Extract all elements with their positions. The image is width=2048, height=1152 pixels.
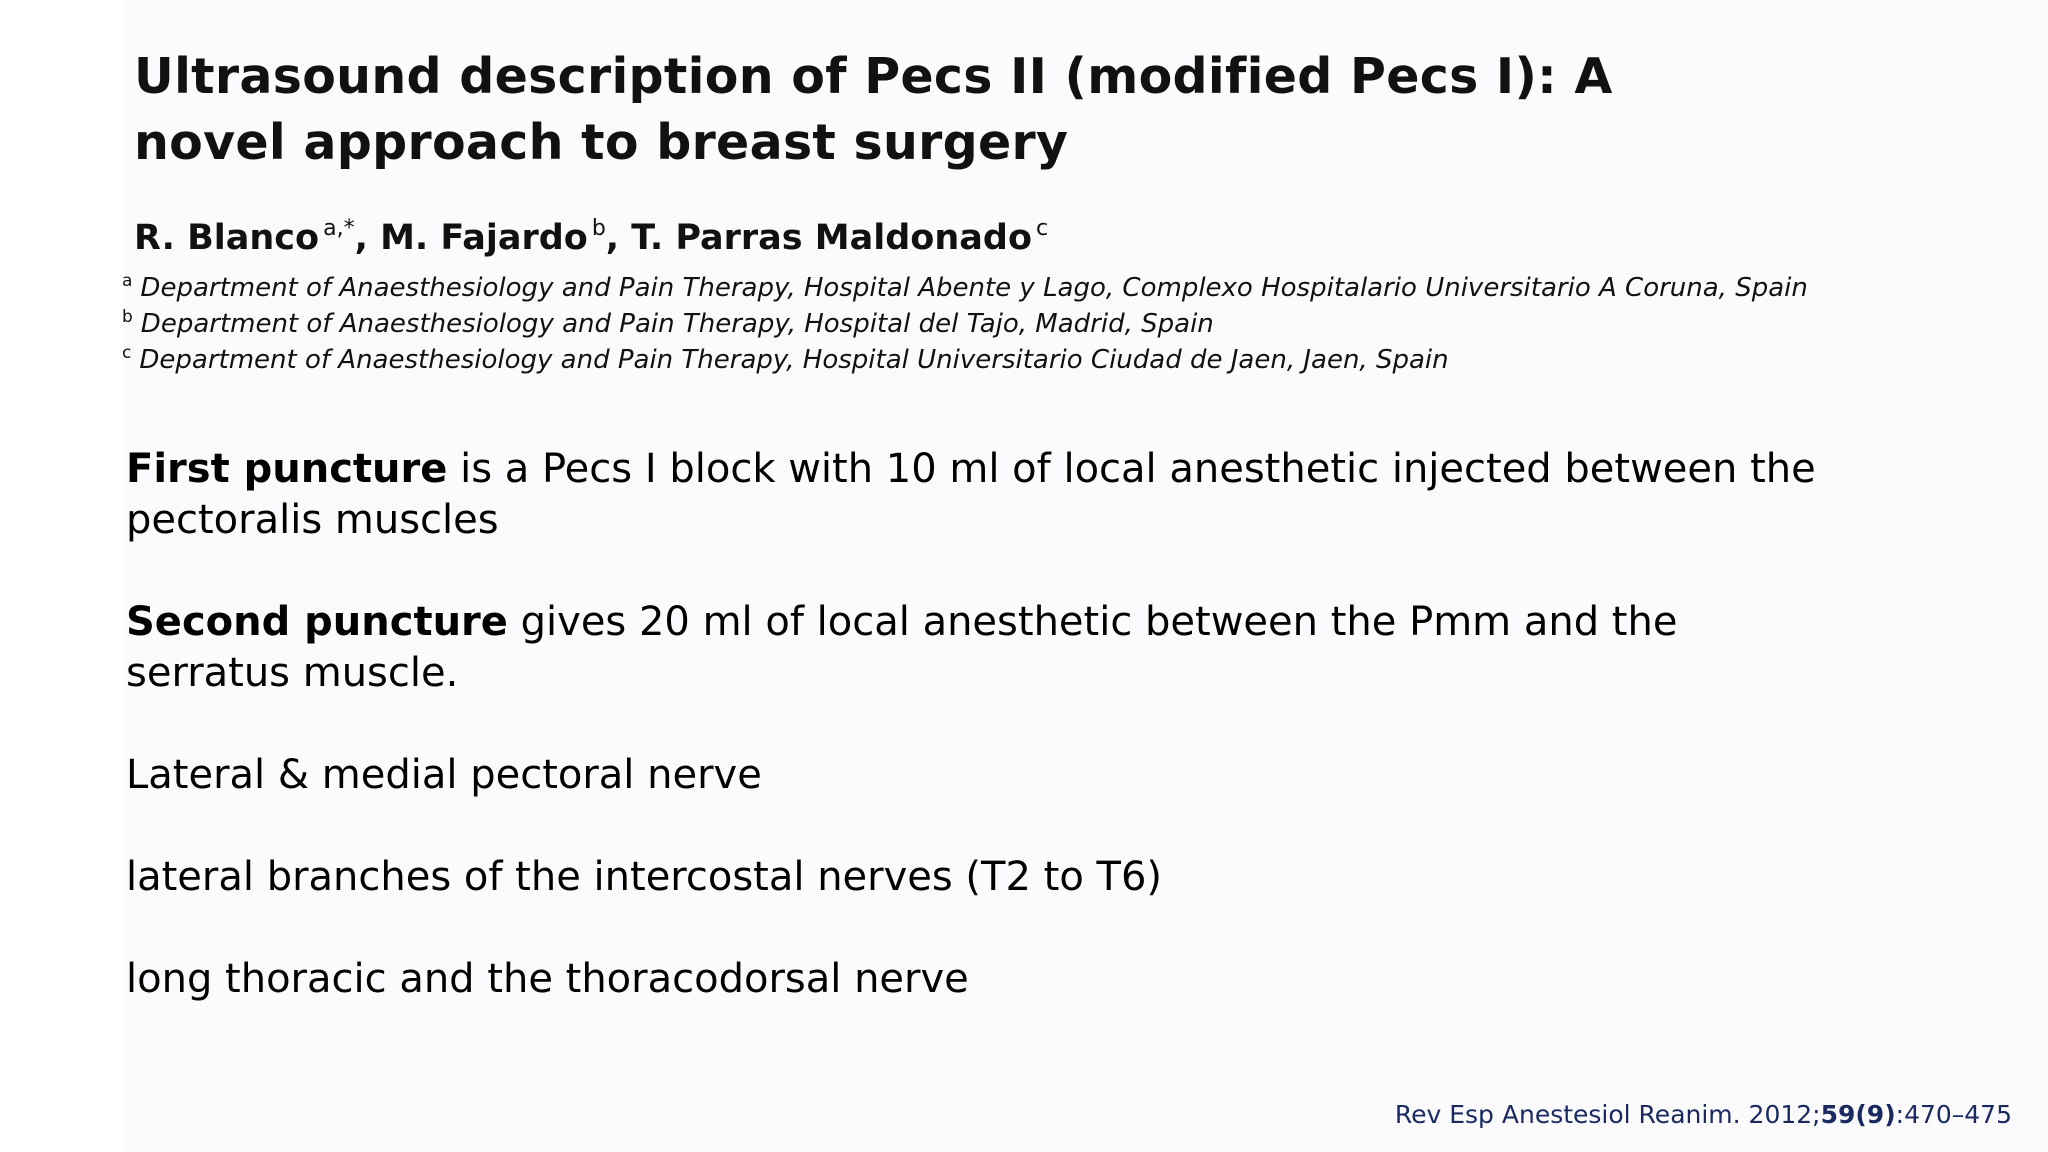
affiliation-item <box>122 342 1808 378</box>
citation-journal: Rev Esp Anestesiol Reanim. 2012; <box>1394 1100 1821 1129</box>
affiliation-text: Department of Anaesthesiology and Pain Therapy, Hospital Universitario Ciudad de Jaen, Jaen, Spain <box>139 345 1449 375</box>
nerve-item-intercostal: lateral branches of the intercostal nerves (T2 to T6) <box>126 854 1162 900</box>
paper-title: Ultrasound description of Pecs II (modified Pecs I): A novel approach to breast surgery <box>134 48 1613 171</box>
author-affiliation-marker: a,* <box>323 216 355 241</box>
second-puncture-text <box>126 597 1826 699</box>
affiliation-text: Department of Anaesthesiology and Pain Therapy, Hospital Abente y Lago, Complexo Hospitalario Universitario A Coruna, Spain <box>140 273 1808 303</box>
author-name: T. Parras Maldonado <box>631 218 1032 258</box>
first-puncture-heading: First puncture <box>126 446 448 492</box>
author-name: M. Fajardo <box>380 218 588 258</box>
affiliation-item <box>122 270 1808 306</box>
author-affiliation-marker: b <box>591 216 606 241</box>
author-separator: , <box>605 218 632 258</box>
author-name: R. Blanco <box>134 218 320 258</box>
second-puncture-heading: Second puncture <box>126 599 508 645</box>
citation-pages: :470–475 <box>1895 1100 2012 1129</box>
slide-body <box>126 444 1826 1056</box>
first-puncture-description: is a Pecs I block with 10 ml of local anesthetic injected between the pectoralis muscles <box>126 446 1816 543</box>
affiliation-label: c <box>122 343 132 363</box>
affiliation-text: Department of Anaesthesiology and Pain Therapy, Hospital del Tajo, Madrid, Spain <box>140 309 1214 339</box>
journal-citation <box>1395 1098 2012 1132</box>
author-separator: , <box>354 218 381 258</box>
author-affiliation-marker: c <box>1036 216 1049 241</box>
affiliation-label: a <box>122 271 133 291</box>
first-puncture-text <box>126 444 1826 546</box>
author-list <box>134 212 1048 264</box>
affiliation-item <box>122 306 1808 342</box>
nerve-item-thoracic: long thoracic and the thoracodorsal nerve <box>126 956 969 1002</box>
nerve-item-pectoral: Lateral & medial pectoral nerve <box>126 752 762 798</box>
affiliation-label: b <box>122 307 133 327</box>
citation-volume-issue: 59(9) <box>1820 1100 1896 1129</box>
affiliation-list <box>122 270 1808 378</box>
second-puncture-description: gives 20 ml of local anesthetic between the Pmm and the serratus muscle. <box>126 599 1678 696</box>
